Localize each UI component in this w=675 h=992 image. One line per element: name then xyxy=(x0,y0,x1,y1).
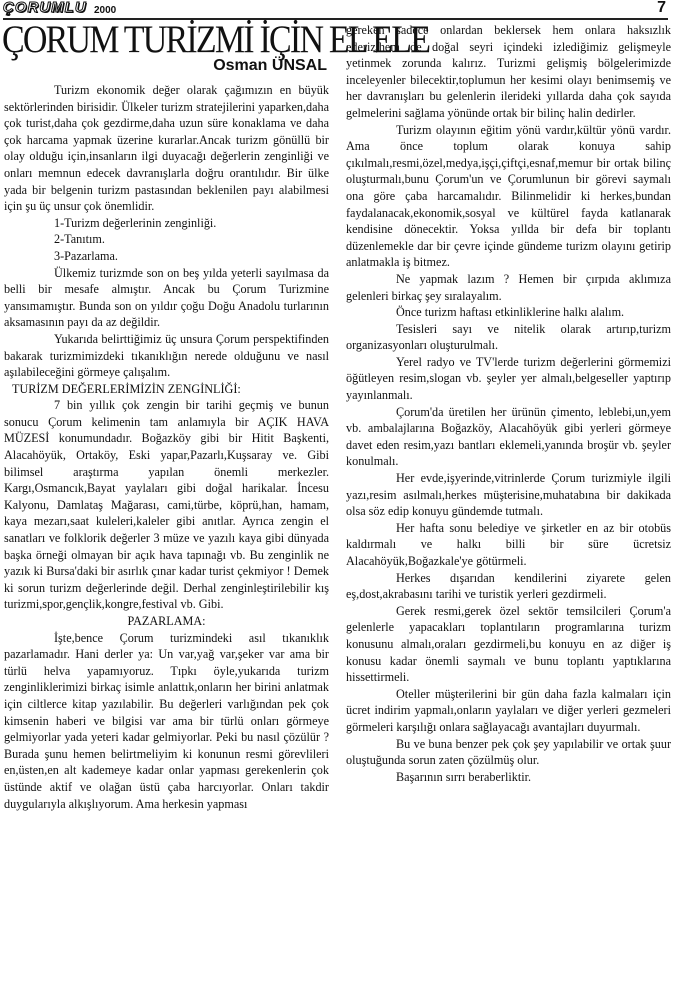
paragraph: Oteller müşterilerini bir gün daha fazla kalmaları için ücret indirim yapmalı,onların yaylaları ve diğer yerleri gezmeleri görmeleri karşılığı onlara sağlayacağı avantajları duyurmalı. xyxy=(346,686,671,734)
paragraph: Turizm ekonomik değer olarak çağımızın en büyük sektörlerinden birisidir. Ülkeler turizm stratejilerini yaparken,daha çok turist,daha çok gezdirme,daha uzun süre konaklama ve daha çok harcama yapmak üzerine kurarlar.Ancak turizm gönüllü bir olay olduğu için,insanların ilgi duyacağı değerlerin zenginliği ve onları memnun edecek davranışlarla doğru orantılıdır. Bir ülke yada bir belgenin turizm pastasından beklenilen payı alabilmesi için şu üç unsur çok önemlidir. xyxy=(4,83,329,214)
page-number: 7 xyxy=(657,0,666,16)
article-title: ÇORUM TURİZMİ İÇİN EL ELE xyxy=(2,18,430,62)
paragraph: Başarının sırrı beraberliktir. xyxy=(396,769,532,784)
paragraph: Ne yapmak lazım ? Hemen bir çırpıda aklımıza gelenleri birkaç şey sıralayalım. xyxy=(346,271,671,303)
paragraph: Tesisleri sayı ve nitelik olarak artırıp,turizm organizasyonları oluşturulmalı. xyxy=(346,321,671,353)
paragraph: Her evde,işyerinde,vitrinlerde Çorum turizmiyle ilgili yazı,resim asılmalı,herkes müşterisine,muhatabına bir dakikada olsa söz edip konuyu gündemde tutmalı. xyxy=(346,471,671,519)
section-heading: TURİZM DEĞERLERİMİZİN ZENGİNLİĞİ: xyxy=(12,381,241,396)
paragraph: gereken sadece onlardan beklersek hem onlara haksızlık ederiz,hem de doğal seyri içindeki izlediğimiz gelişmeyle yetinmek zorunda kalırız. Turizmi gelişmiş bölgelerimizde inceleyenler bilecektir,toplumun her kesimi olayı benimsemiş ve her davranışları bu gelenlerin ilerideki yıllarda daha çok sayıda gelmelerini sağlama yönünde ortak bir bilinç halin dedirler. xyxy=(346,23,671,120)
paragraph: Önce turizm haftası etkinliklerine halkı alalım. xyxy=(396,305,625,320)
list-item: 2-Tanıtım. xyxy=(54,232,105,247)
paragraph: Gerek resmi,gerek özel sektör temsilcileri Çorum'a gelenlerle yapacakları toplantıların programlarına turizm konusunu almalı,oraları gezdirmeli,bu konuyu en az diğer iş konusu kadar önemli saymalı ve bunu toplantı yaptıklarına hissettirmeli. xyxy=(346,603,671,685)
masthead xyxy=(3,2,668,20)
column-right xyxy=(346,22,671,785)
paragraph: Ülkemiz turizmde son on beş yılda yeterli sayılmasa da belli bir mesafe almıştır. Ancak bu Çorum Turizmine yansımamıştır. Bunda son on yıldır çoğu Doğu Anadolu turlarının aksamasının payı da az değildir. xyxy=(4,265,329,330)
column-left xyxy=(4,82,329,812)
paragraph: Turizm olayının eğitim yönü vardır,kültür yönü vardır. Ama önce toplum olarak konuya sahip çıkılmalı,resmi,özel,medya,işçi,çiftçi,esnaf,memur bir ortak bilinç oluşturmalı,bunu Çorum'un ve Çorumlunun bir görevi saymalı ona göre çaba harcamalıdır. Bilinmelidir ki herkes,bundan faydalanacak,ekonomik,sosyal ve kültürel fayda katlanarak kendisine dönecektir. Yoksa yıllda bir defa bir toplantı düzenlemekle dar bir çevre içinde gündeme turizm olayını getirip anlatmakla iş bitmez. xyxy=(346,122,671,270)
paragraph: Her hafta sonu belediye ve şirketler en az bir otobüs kaldırmalı ve halkı billi bir süre ücretsiz Alacahöyük,Boğazkale'ye götürmeli. xyxy=(346,520,671,568)
paragraph: Herkes dışarıdan kendilerini ziyarete gelen eş,dost,akrabasını tarihi ve turistik yerleri gezdirmeli. xyxy=(346,570,671,602)
section-heading: PAZARLAMA: xyxy=(127,614,206,628)
list-item: 3-Pazarlama. xyxy=(54,248,118,263)
paragraph: Yukarıda belirttiğimiz üç unsura Çorum perspektifinden bakarak turizmimizdeki tıkanıklığın nerede olduğunu ve nasıl aşılabileceğini görmeye çalışalım. xyxy=(4,331,329,380)
paragraph: 7 bin yıllık çok zengin bir tarihi geçmiş ve bunun sonucu Çorum kelimenin tam anlamıyla bir AÇIK HAVA MÜZESİ konumundadır. Boğazköy gibi bir Hitit Başkenti, Alacahöyük, Ortaköy, Eski yapar,Pazarlı,Kuşsaray ve. Gibi bilimsel araştırma yapılan önemli merkezler. Kargı,Osmancık,Bayat yaylaları gibi doğal harikalar. İncesu Kalyonu, Damlataş Mağarası, cami,türbe, köprü,han, hamam, kaya mezarı,saat kuleleri,kaleler gibi anıtlar. Ayrıca zengin el sanatları ve folklorik değerler 3 müze ve yazılı kaya gibi dünyada başka örneği olmayan bir açık hava tapınağı vb. Bu zenginlik ne yazık ki Bursa'daki bir asırlık çınar kadar turist çekmiyor ! Demek ki sorun turizm değerlerinde değil. Derhal zenginleştirilebilir kış turizmi,spor,gençlik,kongre,festival vb. Gibi. xyxy=(4,398,329,612)
newspaper-logo: ÇORUMLU xyxy=(3,0,87,16)
paragraph: Bu ve buna benzer pek çok şey yapılabilir ve ortak şuur oluştuğunda sorun zaten çözülmüş olur. xyxy=(346,736,671,768)
paragraph: Çorum'da üretilen her ürünün çimento, leblebi,un,yem vb. ambalajlarına Boğazköy, Alacahöyük gibi yerleri görmeye davet eden resim,yazı bantları eklemeli,yanında broşür vb. şeyler konulmalı. xyxy=(346,404,671,469)
article-author: Osman ÜNSAL xyxy=(213,57,327,74)
issue-year: 2000 xyxy=(94,5,117,16)
paragraph: Yerel radyo ve TV'lerde turizm değerlerini görmemizi öğütleyen resim,slogan vb. şeyler yer almalı,belgeseller yaptırıp yayınlanmalı. xyxy=(346,354,671,403)
paragraph: İşte,bence Çorum turizmindeki asıl tıkanıklık pazarlamadır. Hani derler ya: Un var,yağ var,şeker var ama bir türlü helva yapamıyoruz. Tıpkı öyle,yukarıda turizm zenginliklerimizi birkaç isimle anlattık,onların her birini anlatmak için ciltlerce kitap yazılabilir. Bu değerleri varlığından pek çok kimsenin haberi ve bilgisi var ama bir türlü onları görmeye gelmiyorlar yada yeteri kadar gelmiyorlar. Peki bu nasıl çözülür ? Burada şunu hemen belirtmeliyim ki konunun resmi görevlileri en,üsten,en alt kademeye kadar onlar yapması gerekenlerin çok üstünde aktif ve olağan üstü çaba harcıyorlar. Onları takdir duygularıyla alkışlıyorum. Ama herkesin yapması xyxy=(4,630,329,811)
list-item: 1-Turizm değerlerinin zenginliği. xyxy=(54,215,217,230)
